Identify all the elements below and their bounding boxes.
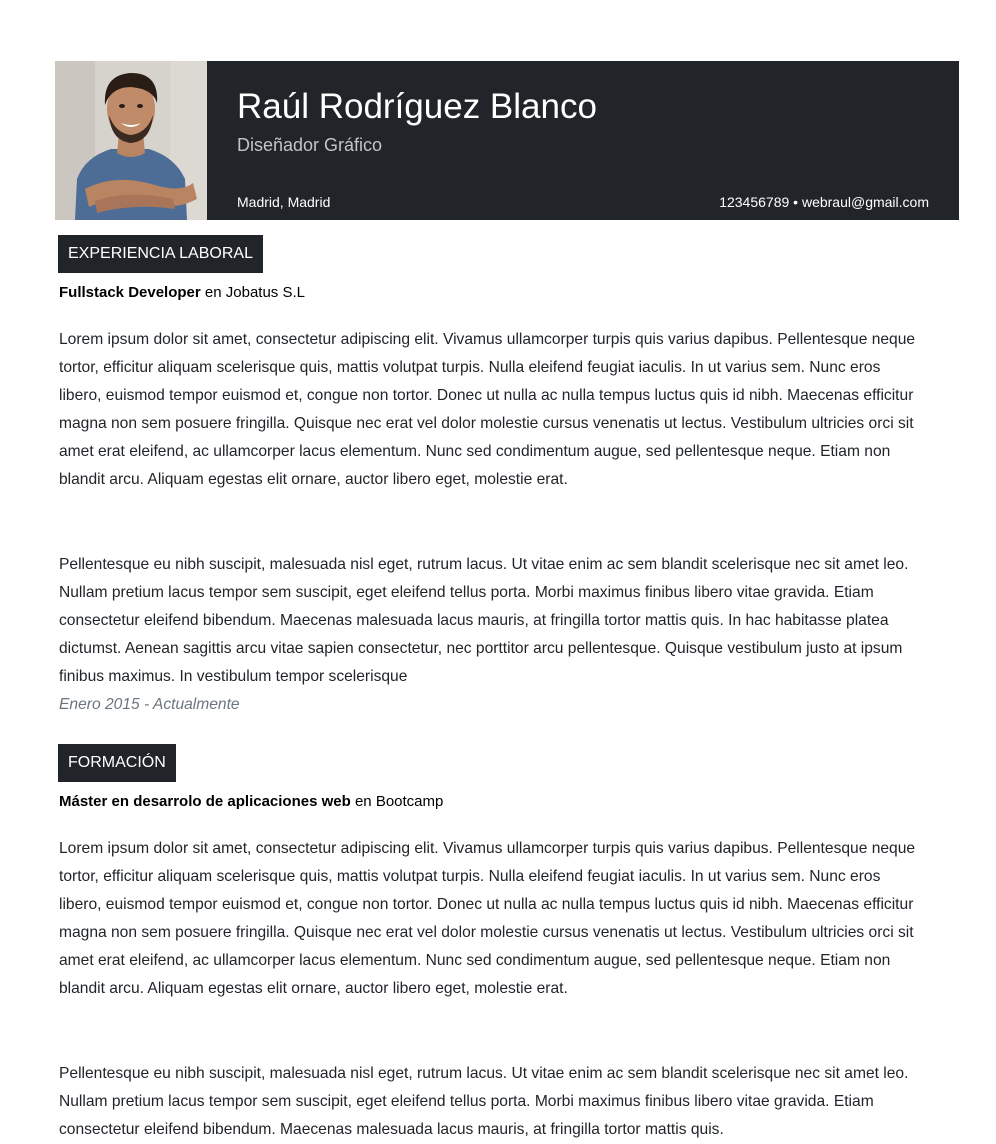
profile-photo-illustration	[55, 61, 207, 220]
candidate-name: Raúl Rodríguez Blanco	[237, 87, 597, 126]
experience-role	[59, 283, 305, 303]
experience-section-title: EXPERIENCIA LABORAL	[58, 235, 263, 273]
experience-company: Jobatus S.L	[225, 284, 305, 301]
education-role-title: Máster en desarrolo de aplicaciones web	[59, 793, 351, 810]
location: Madrid, Madrid	[237, 194, 331, 210]
job-title: Diseñador Gráfico	[237, 135, 383, 155]
education-connector: en	[350, 793, 376, 810]
education-role	[59, 792, 443, 812]
contact-info: 123456789 • webraul@gmail.com	[719, 194, 929, 210]
education-paragraph: Pellentesque eu nibh suscipit, malesuada nisl eget, rutrum lacus. Ut vitae enim ac sem blandit scelerisque nec sit amet leo. Nullam pretium lacus tempor sem suscipit, eget eleifend tellus porta. Morbi maximus finibus libero vitae gravida. Etiam consectetur eleifend bibendum. Maecenas malesuada lacus mauris, at fringilla tortor mattis quis.	[59, 1065, 909, 1138]
experience-dates: Enero 2015 - Actualmente	[59, 696, 240, 713]
experience-role-title: Fullstack Developer	[59, 284, 201, 301]
education-company: Bootcamp	[375, 793, 444, 810]
experience-paragraph: Pellentesque eu nibh suscipit, malesuada nisl eget, rutrum lacus. Ut vitae enim ac sem blandit scelerisque nec sit amet leo. Nullam pretium lacus tempor sem suscipit, eget eleifend tellus porta. Morbi maximus finibus libero vitae gravida. Etiam consectetur eleifend bibendum. Maecenas malesuada lacus mauris, at fringilla tortor mattis quis. In hac habitasse platea dictumst. Aenean sagittis arcu vitae sapien consectetur, nec porttitor arcu pellentesque. Quisque vestibulum justo at ipsum finibus maximus. In vestibulum tempor scelerisque	[59, 556, 909, 685]
profile-photo	[55, 61, 207, 220]
profile-header	[55, 61, 959, 220]
education-paragraph: Lorem ipsum dolor sit amet, consectetur adipiscing elit. Vivamus ullamcorper turpis quis varius dapibus. Pellentesque neque tortor, efficitur aliquam scelerisque quis, mattis volutpat turpis. Nulla eleifend feugiat iaculis. In ut varius sem. Nunc eros libero, euismod tempor euismod et, congue non tortor. Donec ut nulla ac nulla tempus luctus quis id nibh. Maecenas efficitur magna non sem posuere fringilla. Quisque nec erat vel dolor molestie cursus venenatis ut lectus. Vestibulum ultricies orci sit amet erat eleifend, ac ullamcorper lacus elementum. Nunc sed condimentum augue, sed pellentesque neque. Etiam non blandit arcu. Aliquam egestas elit ornare, auctor libero eget, molestie erat.	[59, 840, 916, 997]
experience-paragraph: Lorem ipsum dolor sit amet, consectetur adipiscing elit. Vivamus ullamcorper turpis quis varius dapibus. Pellentesque neque tortor, efficitur aliquam scelerisque quis, mattis volutpat turpis. Nulla eleifend feugiat iaculis. In ut varius sem. Nunc eros libero, euismod tempor euismod et, congue non tortor. Donec ut nulla ac nulla tempus luctus quis id nibh. Maecenas efficitur magna non sem posuere fringilla. Quisque nec erat vel dolor molestie cursus venenatis ut lectus. Vestibulum ultricies orci sit amet erat eleifend, ac ullamcorper lacus elementum. Nunc sed condimentum augue, sed pellentesque neque. Etiam non blandit arcu. Aliquam egestas elit ornare, auctor libero eget, molestie erat.	[59, 331, 916, 488]
experience-connector: en	[200, 284, 226, 301]
education-section-title: FORMACIÓN	[58, 744, 176, 782]
